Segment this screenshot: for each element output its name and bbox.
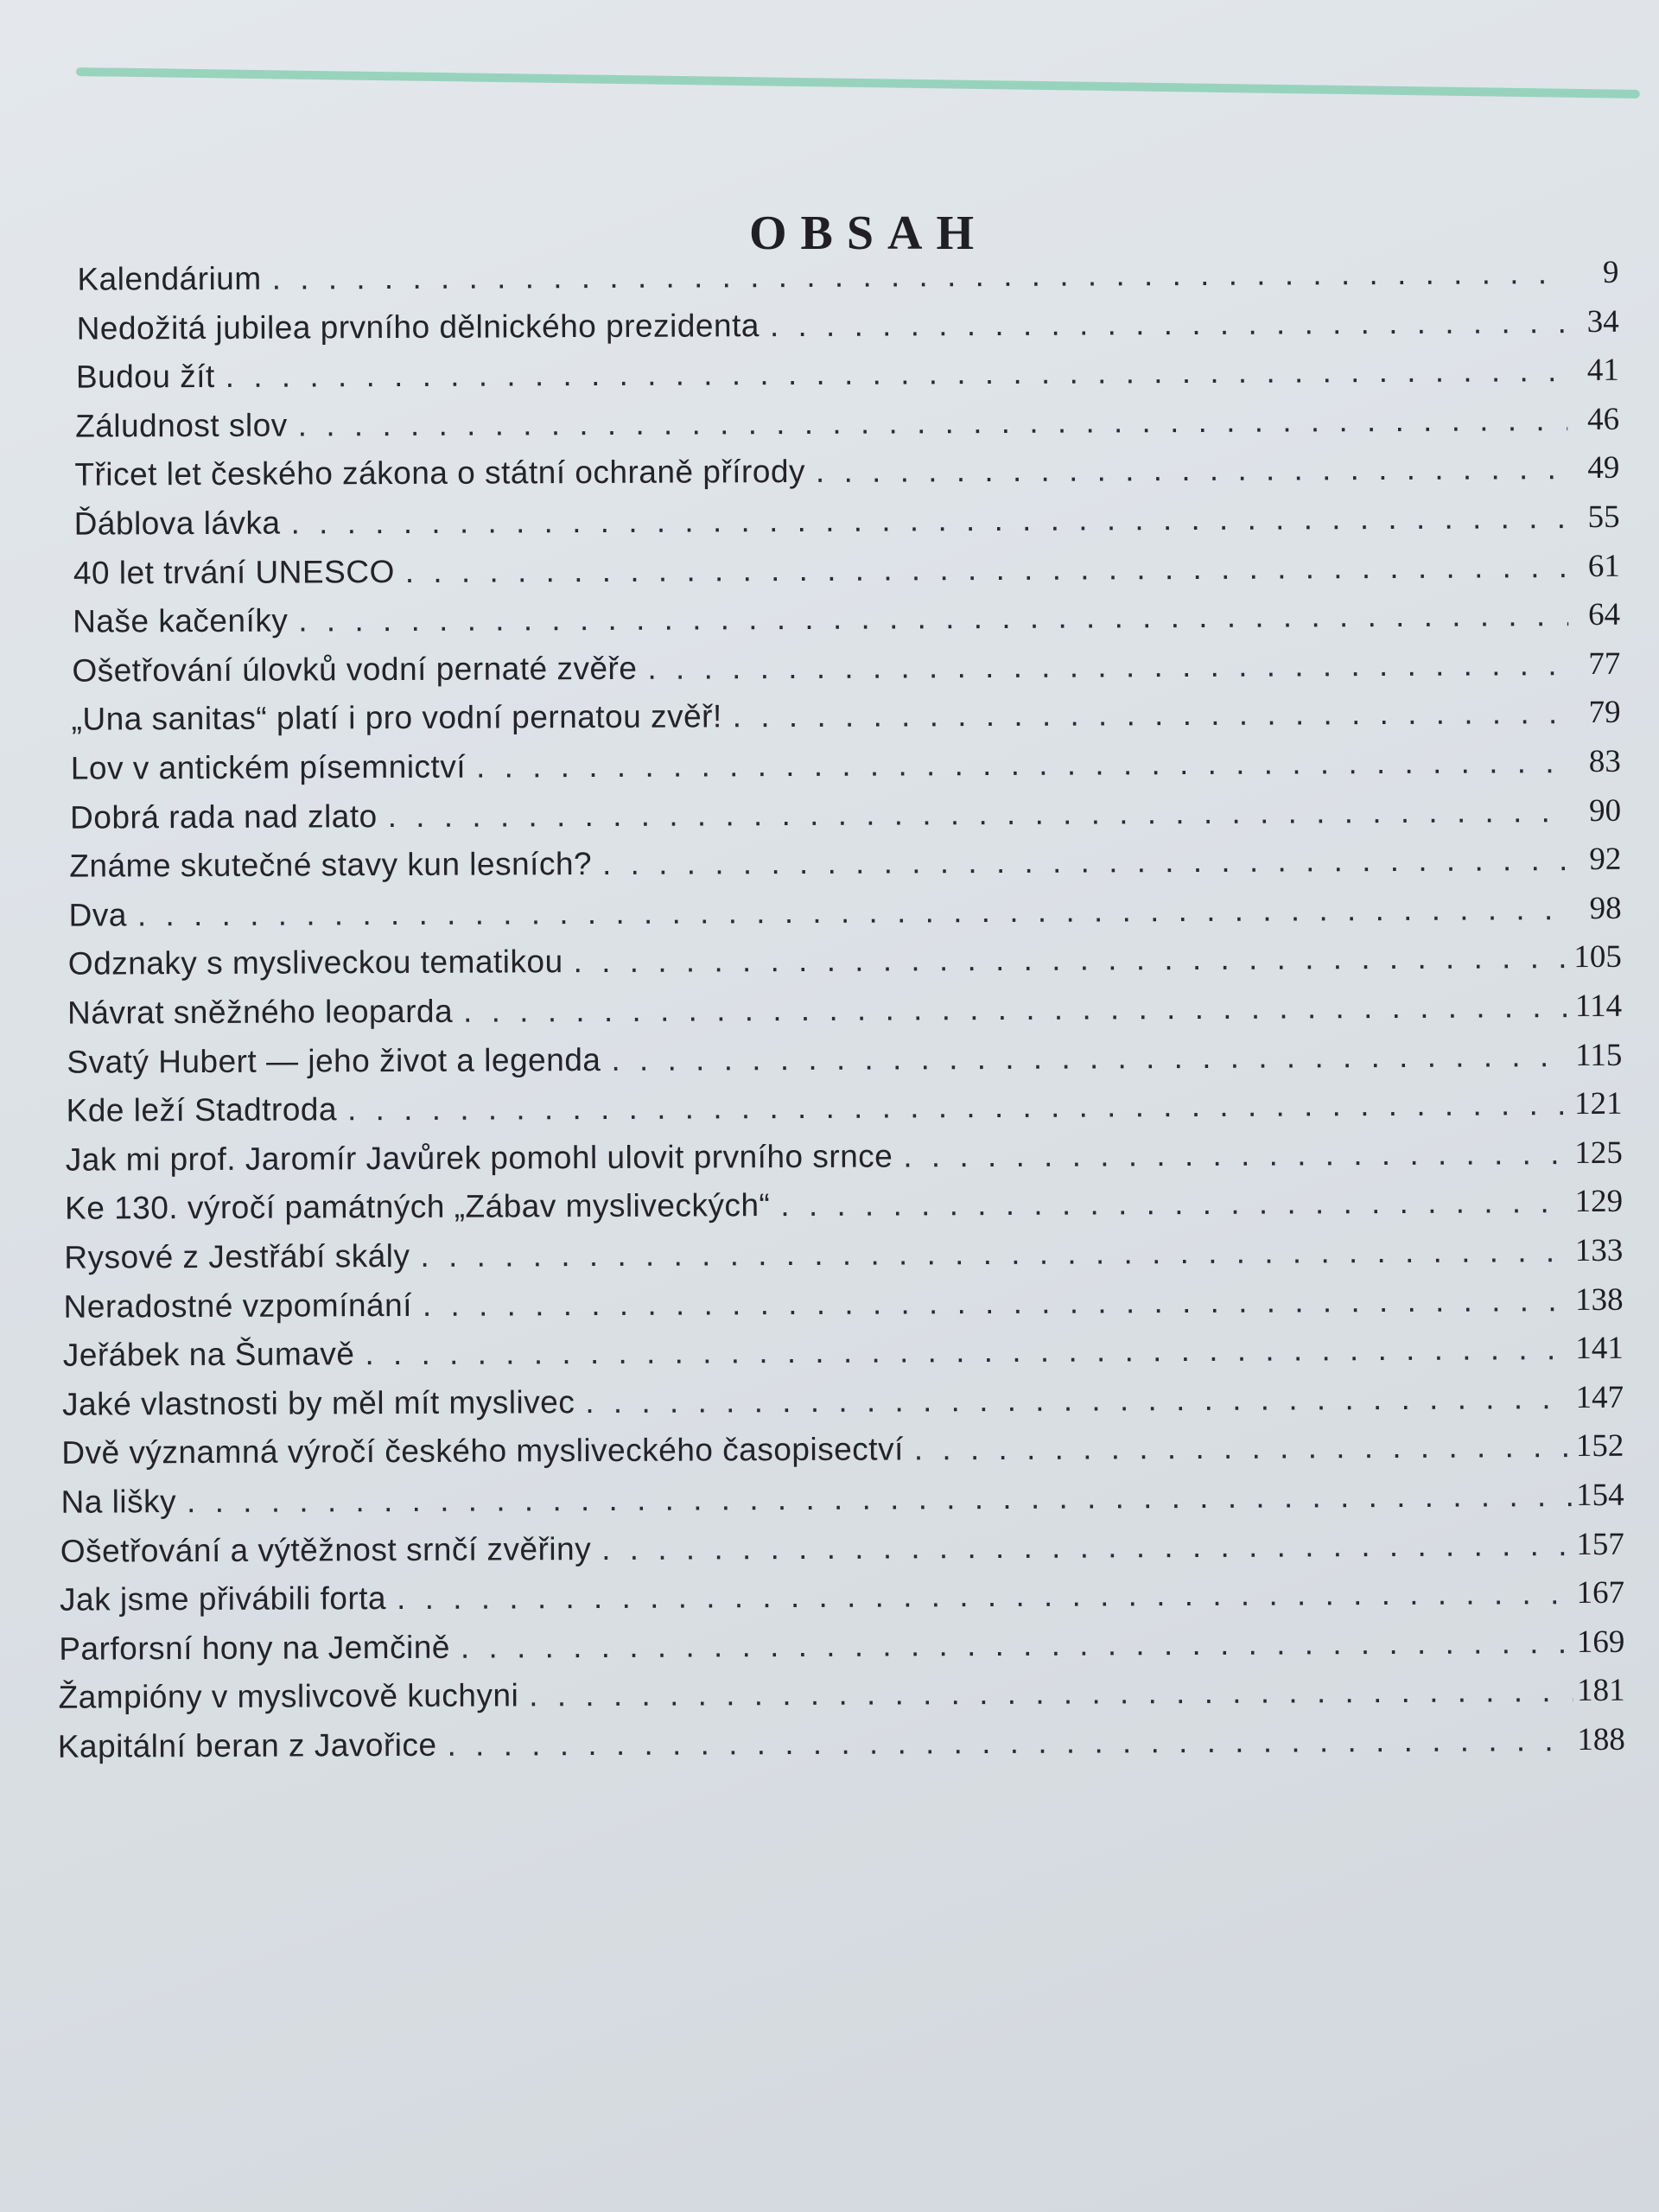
toc-entry	[72, 692, 1621, 741]
toc-entry	[62, 1377, 1624, 1426]
toc-entry-title: Ke 130. výročí památných „Zábav mysliveckých“	[65, 1187, 771, 1227]
dot-leader	[575, 1377, 1572, 1423]
toc-entry-page: 138	[1574, 1281, 1624, 1318]
toc-entry-page: 92	[1589, 842, 1622, 878]
toc-entry	[67, 1084, 1623, 1132]
dot-leader	[288, 594, 1568, 641]
dot-leader	[904, 1426, 1573, 1470]
toc-entry-page: 121	[1574, 1086, 1623, 1122]
toc-entry-title: Jaké vlastnosti by měl mít myslivec	[62, 1383, 575, 1422]
dot-leader	[176, 1475, 1573, 1522]
dot-leader	[410, 1230, 1571, 1277]
toc-entry-title: Dva	[68, 897, 128, 933]
dot-leader	[563, 937, 1570, 982]
toc-entry-title: Návrat sněžného leoparda	[67, 993, 454, 1031]
toc-entry-page: 55	[1587, 499, 1620, 535]
toc-entry	[69, 839, 1621, 887]
toc-entry-title: Odznaky s mysliveckou tematikou	[67, 944, 563, 982]
toc-entry-title: Ošetřování a výtěžnost srnčí zvěřiny	[60, 1530, 592, 1569]
toc-entry-page: 114	[1574, 988, 1623, 1025]
toc-entry-page: 125	[1574, 1135, 1623, 1171]
toc-entry-page: 49	[1587, 450, 1620, 486]
toc-entry-page: 129	[1574, 1184, 1624, 1220]
toc-entry-page: 64	[1588, 597, 1621, 633]
dot-leader	[412, 1280, 1572, 1326]
dot-leader	[518, 1670, 1573, 1716]
dot-leader	[592, 839, 1569, 885]
dot-leader	[893, 1133, 1571, 1177]
dot-leader	[127, 888, 1570, 936]
dot-leader	[453, 986, 1570, 1033]
toc-entry-page: 98	[1589, 890, 1622, 926]
toc-entry	[75, 399, 1619, 448]
dot-leader	[288, 399, 1568, 446]
toc-entry-title: Budou žít	[75, 359, 215, 395]
toc-entry-title: Ďáblova lávka	[73, 505, 281, 542]
toc-entry-title: Známe skutečné stavy kun lesních?	[69, 846, 593, 884]
toc-entry-title: Dobrá rada nad zlato	[70, 798, 378, 836]
toc-entry-page: 152	[1575, 1428, 1624, 1465]
toc-entry	[63, 1279, 1623, 1327]
dot-leader	[450, 1622, 1573, 1669]
toc-entry-page: 181	[1576, 1673, 1625, 1709]
toc-entry-title: Parforsní hony na Jemčině	[59, 1629, 451, 1667]
dot-leader	[591, 1524, 1573, 1570]
dot-leader	[215, 350, 1567, 397]
toc-entry	[59, 1622, 1624, 1670]
toc-entry	[72, 644, 1620, 692]
toc-entry	[69, 888, 1622, 937]
toc-entry	[77, 301, 1619, 349]
toc-entry-title: Žampióny v myslivcově kuchyni	[58, 1677, 519, 1716]
toc-entry	[60, 1475, 1624, 1523]
toc-entry	[74, 448, 1619, 496]
toc-entry-page: 77	[1588, 645, 1621, 682]
toc-entry-page: 169	[1576, 1624, 1625, 1660]
toc-entry	[58, 1670, 1624, 1719]
toc-entry-title: Jak jsme přivábili forta	[59, 1580, 387, 1618]
toc-entry-page: 79	[1588, 695, 1621, 731]
dot-leader	[760, 302, 1567, 346]
toc-entry	[77, 252, 1618, 301]
toc-entry	[64, 1230, 1623, 1279]
toc-entry-page: 105	[1573, 939, 1622, 976]
toc-entry-title: Nedožitá jubilea prvního dělnického prezidenta	[76, 307, 760, 346]
toc-entry-title: Záludnost slov	[75, 407, 288, 444]
toc-entry	[61, 1426, 1624, 1474]
dot-leader	[436, 1719, 1573, 1766]
toc-entry-page: 34	[1586, 303, 1619, 340]
toc-entry	[67, 1034, 1622, 1083]
toc-entry	[76, 350, 1619, 398]
toc-entry-page: 61	[1587, 548, 1620, 584]
toc-entry-title: Kapitální beran z Javořice	[57, 1726, 437, 1764]
toc-entry-title: Třicet let českého zákona o státní ochraně přírody	[74, 454, 806, 493]
toc-entry	[67, 986, 1622, 1034]
toc-entry-title: Rysové z Jestřábí skály	[64, 1237, 410, 1275]
dot-leader	[637, 644, 1568, 690]
toc-entry-page: 133	[1574, 1232, 1624, 1269]
toc-entry-title: 40 let trvání UNESCO	[73, 553, 395, 591]
toc-entry-title: Neradostné vzpomínání	[63, 1287, 413, 1325]
toc-entry-title: Svatý Hubert — jeho život a legenda	[67, 1041, 601, 1080]
toc-entry-title: Jak mi prof. Jaromír Javůrek pomohl ulovit prvního srnce	[65, 1138, 893, 1178]
toc-entry-page: 90	[1589, 792, 1622, 829]
toc-entry	[70, 790, 1621, 838]
dot-leader	[386, 1573, 1573, 1619]
dot-leader	[722, 692, 1569, 737]
dot-leader	[805, 448, 1568, 493]
toc-entry	[68, 937, 1622, 985]
dot-leader	[466, 741, 1569, 788]
toc-entry-title: Na lišky	[60, 1484, 177, 1520]
toc-entry-page: 167	[1576, 1575, 1625, 1611]
toc-entry-page: 154	[1575, 1477, 1624, 1514]
toc-entry	[60, 1523, 1624, 1572]
dot-leader	[770, 1181, 1571, 1226]
page-title: OBSAH	[748, 207, 988, 260]
toc-entry-title: Dvě významná výročí českého mysliveckého časopisectví	[61, 1431, 904, 1471]
toc-entry-title: Lov v antickém písemnictví	[70, 748, 467, 786]
toc-entry-title: Jeřábek na Šumavě	[62, 1336, 355, 1373]
toc-entry-title: „Una sanitas“ platí i pro vodní pernatou zvěř!	[71, 698, 722, 738]
toc-entry-page: 147	[1575, 1379, 1624, 1415]
toc-entry-page: 141	[1575, 1331, 1624, 1367]
dot-leader	[262, 252, 1567, 300]
dot-leader	[378, 791, 1570, 837]
toc-entry	[65, 1181, 1623, 1230]
toc-entry-page: 115	[1575, 1037, 1623, 1073]
toc-entry-page: 9	[1602, 254, 1619, 290]
toc-entry-title: Ošetřování úlovků vodní pernaté zvěře	[72, 650, 638, 689]
toc-entry	[66, 1133, 1623, 1181]
toc-entry-page: 188	[1577, 1721, 1625, 1758]
toc-entry	[74, 497, 1620, 545]
toc-entry	[73, 594, 1620, 643]
toc-entry-title: Kalendárium	[77, 260, 262, 297]
dot-leader	[280, 497, 1567, 544]
toc-entry-page: 41	[1586, 353, 1619, 389]
dot-leader	[354, 1328, 1572, 1375]
toc-entry	[71, 741, 1621, 790]
dot-leader	[601, 1035, 1570, 1081]
toc-entry-title: Kde leží Stadtroda	[66, 1091, 338, 1128]
toc-entry	[63, 1328, 1624, 1376]
toc-entry	[73, 545, 1620, 594]
toc-entry-title: Naše kačeníky	[73, 602, 289, 639]
toc-entry	[58, 1719, 1625, 1768]
dot-leader	[395, 546, 1568, 593]
toc-entry-page: 46	[1587, 401, 1620, 437]
toc-entry-page: 157	[1576, 1526, 1624, 1562]
toc-entry-page: 83	[1588, 743, 1621, 779]
toc-entry	[60, 1573, 1624, 1621]
dot-leader	[337, 1084, 1571, 1130]
